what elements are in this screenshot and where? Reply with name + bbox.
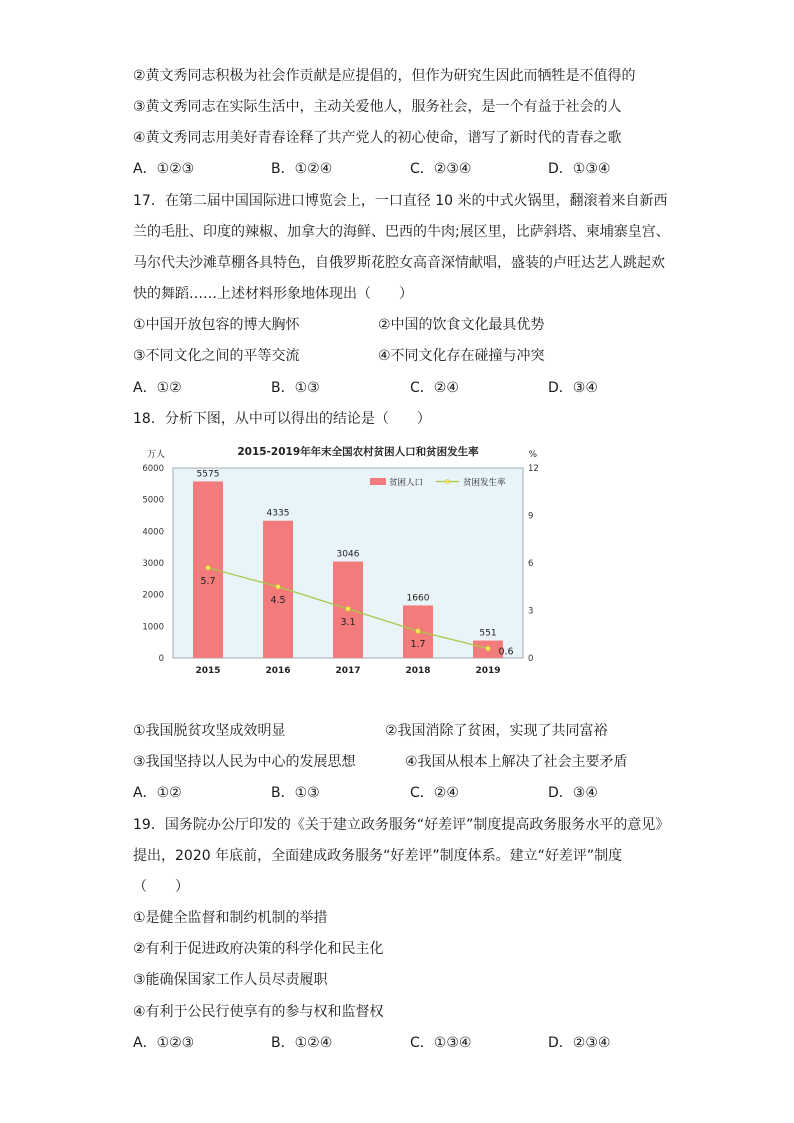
y-left-tick-label: 2000 [142,590,164,601]
q18-choice-c: C．②④ [410,785,459,801]
q16-item-3: ③黄文秀同志在实际生活中，主动关爱他人，服务社会，是一个有益于社会的人 [133,99,622,115]
q19-item-4: ④有利于公民行使享有的参与权和监督权 [133,1004,384,1020]
q17-choice-a: A．①② [133,380,182,396]
q17-item-1: ①中国开放包容的博大胸怀 [133,317,300,333]
q19-choice-d: D．②③④ [548,1035,611,1051]
q19-choice-c: C．①③④ [410,1035,472,1051]
q18-item-2: ②我国消除了贫困，实现了共同富裕 [385,723,608,739]
y-left-tick-label: 4000 [142,527,164,538]
q18-item-1: ①我国脱贫攻坚成效明显 [133,723,286,739]
y-right-unit: % [528,450,537,460]
x-tick-label: 2019 [475,666,501,676]
x-tick-label: 2018 [405,666,431,676]
legend-label-line: 贫困发生率 [463,478,506,488]
q17-choice-d: D．③④ [548,380,598,396]
q17-item-3: ③不同文化之间的平等交流 [133,348,300,364]
y-right-tick-label: 12 [528,464,539,474]
q19-choice-b: B．①②④ [271,1035,333,1051]
q16-item-4: ④黄文秀同志用美好青春诠释了共产党人的初心使命，谱写了新时代的青春之歌 [133,130,622,146]
y-right-tick-label: 6 [528,559,534,569]
q17-stem-line-3: 马尔代夫沙滩草棚各具特色，自俄罗斯花腔女高音深情献唱，盛装的卢旺达艺人跳起欢 [133,255,665,271]
bar-value-label: 4335 [266,508,290,519]
rate-value-label: 5.7 [200,575,216,587]
rate-value-label: 3.1 [340,616,356,628]
q18-choice-b: B．①③ [271,785,320,801]
bar-value-label: 1660 [406,593,430,604]
y-right-tick-label: 0 [528,654,534,664]
q19-item-3: ③能确保国家工作人员尽责履职 [133,972,328,988]
q16-choice-b: B．①②④ [271,161,333,177]
q16-choice-c: C．②③④ [410,161,472,177]
y-right-tick-label: 9 [528,511,534,522]
rate-value-label: 0.6 [498,646,514,658]
y-left-tick-label: 0 [158,654,164,664]
y-left-tick-label: 1000 [142,622,164,633]
q19-item-1: ①是健全监督和制约机制的举措 [133,910,328,926]
q17-item-4: ④不同文化存在碰撞与冲突 [378,348,545,364]
x-tick-label: 2016 [265,666,291,676]
q17-choice-b: B．①③ [271,380,320,396]
chart-title: 2015-2019年年末全国农村贫困人口和贫困发生率 [237,446,479,458]
q18-choice-d: D．③④ [548,785,598,801]
q18-choice-a: A．①② [133,785,182,801]
rate-point-2019 [486,646,491,651]
x-tick-label: 2017 [335,666,361,676]
q17-item-2: ②中国的饮食文化最具优势 [378,317,545,333]
bar-value-label: 551 [479,628,497,639]
q18-item-4: ④我国从根本上解决了社会主要矛盾 [405,754,628,770]
q19-stem-line-1: 19．国务院办公厅印发的《关于建立政务服务“好差评”制度提高政务服务水平的意见》 [133,817,670,833]
y-left-tick-label: 5000 [142,495,164,506]
q16-choice-d: D．①③④ [548,161,611,177]
legend-swatch-point [446,480,450,484]
bar-value-label: 5575 [196,469,220,480]
rate-point-2015 [206,565,211,570]
q19-item-2: ②有利于促进政府决策的科学化和民主化 [133,941,384,957]
rate-value-label: 4.5 [270,594,286,606]
x-tick-label: 2015 [195,666,221,676]
q19-choice-a: A．①②③ [133,1035,195,1051]
q17-stem-line-2: 兰的毛肚、印度的辣椒、加拿大的海鲜、巴西的牛肉;展区里，比萨斜塔、柬埔寨皇宫、 [133,224,670,240]
q16-choice-a: A．①②③ [133,161,195,177]
q17-stem-line-1: 17．在第二届中国国际进口博览会上，一口直径 10 米的中式火锅里，翻滚着来自新西 [133,193,668,209]
q18-stem: 18．分析下图，从中可以得出的结论是（ ） [133,411,431,427]
q16-item-2: ②黄文秀同志积极为社会作贡献是应提倡的，但作为研究生因此而牺牲是不值得的 [133,68,636,84]
q19-stem-line-3: （ ） [133,879,189,895]
poverty-chart [133,440,539,680]
q17-choice-c: C．②④ [410,380,459,396]
bar-value-label: 3046 [336,549,360,560]
rate-value-label: 1.7 [410,639,426,651]
y-left-tick-label: 6000 [142,464,164,474]
rate-point-2018 [416,629,421,634]
legend-swatch-bars [370,478,386,485]
q17-stem-line-4: 快的舞蹈……上述材料形象地体现出（ ） [133,286,413,302]
q18-item-3: ③我国坚持以人民为中心的发展思想 [133,754,356,770]
y-right-tick-label: 3 [528,606,534,617]
y-left-unit: 万人 [147,450,166,460]
y-left-tick-label: 3000 [142,559,164,569]
legend-label-bars: 贫困人口 [389,478,424,488]
rate-point-2017 [346,607,351,612]
rate-point-2016 [276,584,281,589]
q19-stem-line-2: 提出，2020 年底前，全面建成政务服务“好差评”制度体系。建立“好差评”制度 [133,848,623,864]
